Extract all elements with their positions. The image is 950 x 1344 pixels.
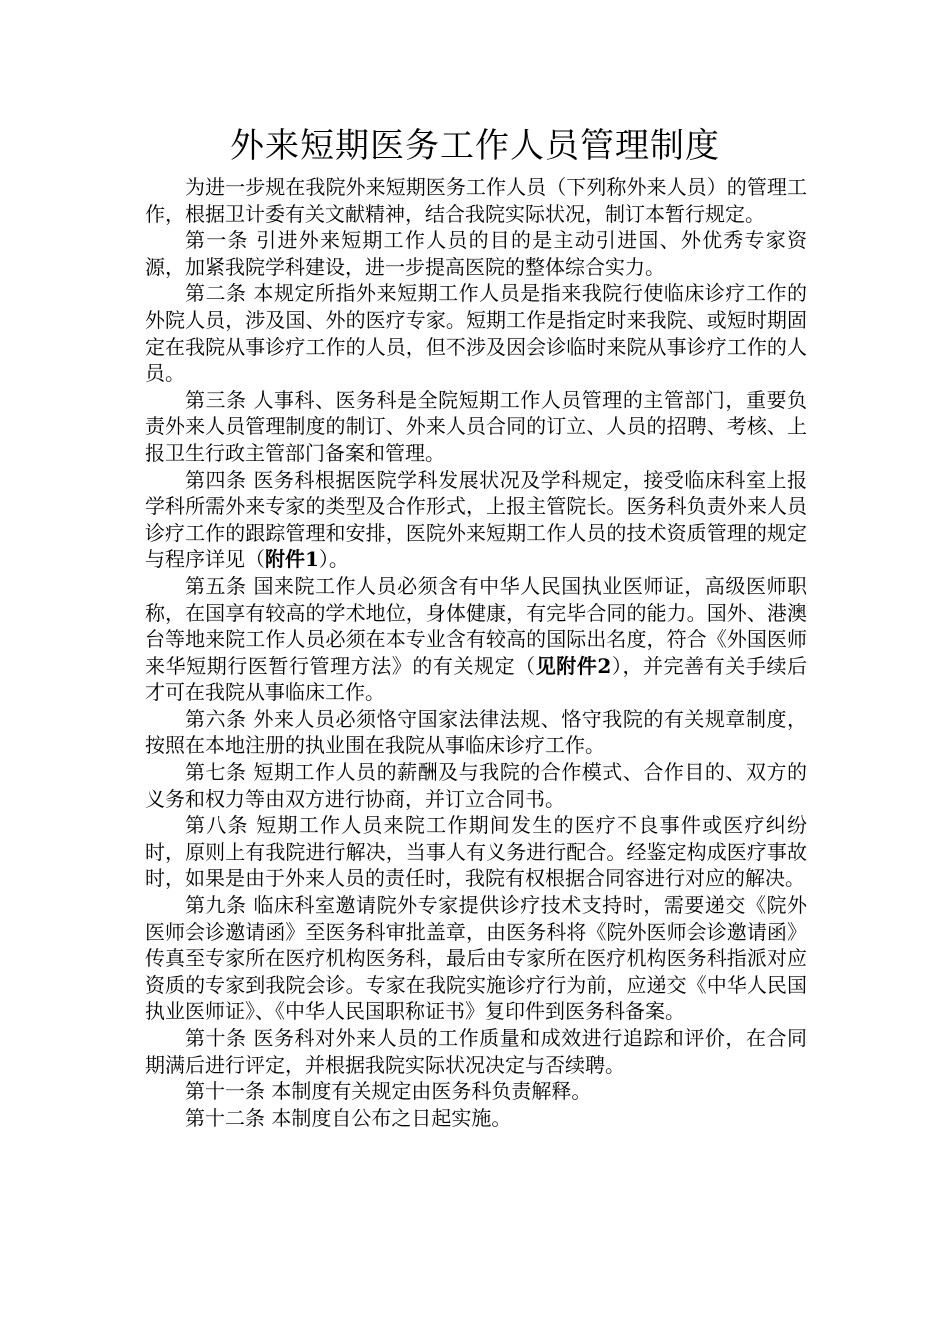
paragraph-text: 第五条 国来院工作人员必须含有中华人民国执业医师证，高级医师职称，在国享有较高的学术地位，身体健康，有完毕合同的能力。国外、港澳台等地来院工作人员必须在本专业含有较高的国际出名度，符合《外国医师来华短期行医暂行管理方法》的有关规定（: [145, 573, 807, 678]
paragraph-text: 为进一步规在我院外来短期医务工作人员（下列称外来人员）的管理工作，根据卫计委有关文献精神，结合我院实际状况，制订本暂行规定。: [145, 175, 807, 226]
paragraph-text: 第九条 临床科室邀请院外专家提供诊疗技术支持时，需要递交《院外医师会诊邀请函》至医务科审批盖章，由医务科将《院外医师会诊邀请函》传真至专家所在医疗机构医务科，最后由专家所在医疗机构医务科指派对应资质的专家到我院会诊。专家在我院实施诊疗行为前，应递交《中华人民国执业医师证》、《中华人民国职称证书》复印件到医务科备案。: [145, 893, 807, 1024]
attachment-reference: 见附件2: [535, 653, 612, 678]
paragraph-text: 第八条 短期工作人员来院工作期间发生的医疗不良事件或医疗纠纷时，原则上有我院进行解决，当事人有义务进行配合。经鉴定构成医疗事故时，如果是由于外来人员的责任时，我院有权根据合同容进行对应的解决。: [145, 813, 807, 891]
paragraph-intro: [145, 174, 807, 227]
paragraph-article-11: [145, 1078, 807, 1105]
paragraph-article-12: [145, 1105, 807, 1132]
paragraph-text: 第七条 短期工作人员的薪酬及与我院的合作模式、合作目的、双方的义务和权力等由双方进行协商，并订立合同书。: [145, 760, 807, 811]
paragraph-text: 第一条 引进外来短期工作人员的目的是主动引进国、外优秀专家资源，加紧我院学科建设，进一步提高医院的整体综合实力。: [145, 228, 807, 279]
paragraph-article-4: [145, 467, 807, 573]
document-title: 外来短期医务工作人员管理制度: [230, 126, 720, 166]
paragraph-text: 第三条 人事科、医务科是全院短期工作人员管理的主管部门，重要负责外来人员管理制度的制订、外来人员合同的订立、人员的招聘、考核、上报卫生行政主管部门备案和管理。: [145, 387, 807, 465]
paragraph-text: 第十一条 本制度有关规定由医务科负责解释。: [185, 1079, 592, 1104]
paragraph-article-7: [145, 759, 807, 812]
paragraph-article-5: [145, 573, 807, 706]
paragraph-text-tail: ），并完善有关手续后才可在我院从事临床工作。: [145, 653, 808, 705]
paragraph-text: 第十二条 本制度自公布之日起实施。: [185, 1105, 512, 1130]
paragraph-text-tail: ）。: [318, 547, 349, 572]
paragraph-article-2: [145, 280, 807, 386]
paragraph-text: 第四条 医务科根据医院学科发展状况及学科规定，接受临床科室上报学科所需外来专家的类型及合作形式，上报主管院长。医务科负责外来人员诊疗工作的跟踪管理和安排，医院外来短期工作人员的技术资质管理的规定与程序详见（: [145, 467, 807, 572]
paragraph-article-1: [145, 227, 807, 280]
paragraph-article-9: [145, 892, 807, 1025]
paragraph-article-3: [145, 387, 807, 467]
paragraph-text: 第二条 本规定所指外来短期工作人员是指来我院行使临床诊疗工作的外院人员，涉及国、外的医疗专家。短期工作是指定时来我院、或短时期固定在我院从事诊疗工作的人员，但不涉及因会诊临时来院从事诊疗工作的人员。: [145, 281, 807, 386]
paragraph-article-6: [145, 706, 807, 759]
attachment-reference: 附件1: [265, 547, 319, 572]
paragraph-text: 第六条 外来人员必须恪守国家法律法规、恪守我院的有关规章制度，按照在本地注册的执业围在我院从事临床诊疗工作。: [145, 706, 807, 758]
paragraph-article-8: [145, 812, 807, 892]
document-body: [145, 174, 807, 1131]
paragraph-article-10: [145, 1025, 807, 1078]
paragraph-text: 第十条 医务科对外来人员的工作质量和成效进行追踪和评价，在合同期满后进行评定，并根据我院实际状况决定与否续聘。: [145, 1026, 807, 1077]
